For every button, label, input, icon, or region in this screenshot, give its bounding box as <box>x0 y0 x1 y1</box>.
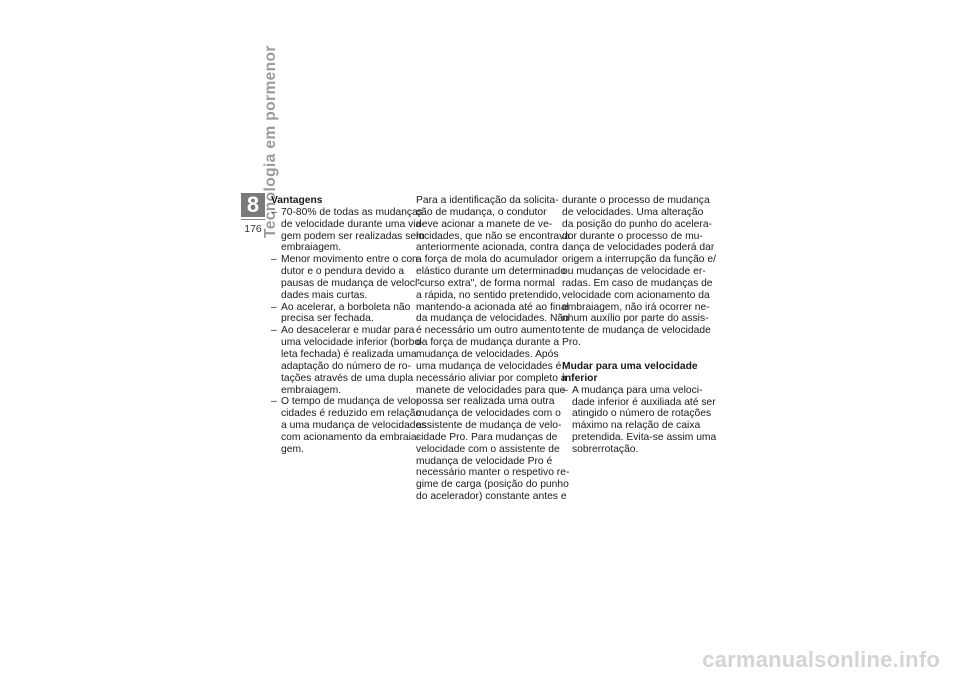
text-line: Para a identificação da solicita- <box>416 195 559 206</box>
text-line: gem podem ser realizadas sem <box>281 230 425 242</box>
text-line: durante o processo de mudança <box>562 195 710 206</box>
advantages-list <box>271 206 427 456</box>
text-line: – O tempo de mudança de velo- <box>281 396 420 408</box>
text-line: dutor e o pendura devido a <box>281 266 405 278</box>
page-number: 176 <box>244 223 262 235</box>
text-line: pretendida. Evita-se assim uma <box>572 432 717 444</box>
text-line: mantendo-a acionada até ao final <box>416 301 569 313</box>
text-line: máximo na relação de caixa <box>572 420 701 432</box>
text-line: origem a interrupção da função e/ <box>562 254 716 266</box>
list-item <box>562 384 717 456</box>
text-line: – Ao acelerar, a borboleta não <box>281 301 411 313</box>
text-line: adaptação do número de ro- <box>281 360 411 372</box>
text-line: gime de carga (posição do punho <box>416 479 569 491</box>
text-line: embraiagem. <box>281 242 342 254</box>
text-line: mudança de velocidade Pro é <box>416 455 553 467</box>
list-item <box>271 206 425 254</box>
chapter-number-badge: 8 <box>241 193 265 217</box>
text-line: tente de mudança de velocidade <box>562 325 711 337</box>
text-line: necessário manter o respetivo re- <box>416 467 570 479</box>
text-line: necessário aliviar por completo a <box>416 372 567 384</box>
text-line: tações através de uma dupla <box>281 372 414 384</box>
text-line: atingido o número de rotações <box>572 408 712 420</box>
text-line: manete de velocidades para que <box>416 384 566 396</box>
text-line: do acelerador) constante antes e <box>416 491 567 503</box>
list-item <box>271 325 424 396</box>
text-line: dança de velocidades poderá dar <box>562 242 715 254</box>
text-line: "curso extra", de forma normal <box>416 277 555 289</box>
text-line: a uma mudança de velocidades <box>281 420 427 432</box>
text-line: dades mais curtas. <box>281 289 368 301</box>
text-line: – Ao desacelerar e mudar para <box>281 325 415 337</box>
heading-line: Mudar para uma velocidade <box>562 360 698 372</box>
text-line: leta fechada) é realizada uma <box>281 348 417 360</box>
list-item <box>271 301 411 326</box>
text-line: precisa ser fechada. <box>281 313 374 325</box>
text-line: deve acionar a manete de ve- <box>416 218 553 230</box>
text-line: velocidade com o assistente de <box>416 443 560 455</box>
text-line: uma velocidade inferior (borbo- <box>281 337 424 349</box>
text-line: cidade Pro. Para mudanças de <box>416 431 558 443</box>
text-line: ção de mudança, o condutor <box>416 206 547 218</box>
text-line: possa ser realizada uma outra <box>416 396 555 408</box>
text-line: da força de mudança durante a <box>416 337 560 349</box>
text-column-1 <box>271 195 427 456</box>
text-line: a força de mola do acumulador <box>416 254 558 266</box>
text-line: cidades é reduzido em relação <box>281 408 422 420</box>
text-column-2 <box>416 195 570 503</box>
text-line: pausas de mudança de veloci- <box>281 277 421 289</box>
text-line: de velocidades. Uma alteração <box>562 206 704 218</box>
text-line: dor durante o processo de mu- <box>562 230 703 242</box>
text-line: sobrerrotação. <box>572 443 639 455</box>
section-heading-vantagens: Vantagens <box>271 195 323 206</box>
chapter-side-title: Tecnologia em pormenor <box>262 45 279 238</box>
text-line: Pro. <box>562 337 581 349</box>
paragraph-gap <box>562 349 700 361</box>
text-line: é necessário um outro aumento <box>416 325 561 337</box>
text-column-3 <box>562 195 717 456</box>
text-line: dade inferior é auxiliada até ser <box>572 396 716 408</box>
list-item <box>271 396 427 455</box>
text-line: anteriormente acionada, contra <box>416 242 559 254</box>
text-line: nhum auxílio por parte do assis- <box>562 313 709 325</box>
downshift-list <box>562 384 717 456</box>
text-line: – A mudança para uma veloci- <box>572 384 703 396</box>
text-line: elástico durante um determinado <box>416 266 566 278</box>
text-line: embraiagem. <box>281 384 342 396</box>
text-line: locidades, que não se encontrava <box>416 230 570 242</box>
text-line: velocidade com acionamento da <box>562 289 710 301</box>
text-line: com acionamento da embraia- <box>281 431 421 443</box>
text-line: ou mudanças de velocidade er- <box>562 266 706 278</box>
text-line: uma mudança de velocidades é <box>416 360 562 372</box>
text-line: gem. <box>281 443 304 455</box>
text-line: – 70-80% de todas as mudanças <box>281 206 423 218</box>
text-line: – Menor movimento entre o con- <box>281 254 422 266</box>
section-heading-downshift <box>562 361 700 385</box>
text-line: radas. Em caso de mudanças de <box>562 277 713 289</box>
text-line: assistente de mudança de velo- <box>416 420 562 432</box>
list-item <box>271 254 422 301</box>
text-line: da posição do punho do acelera- <box>562 218 712 230</box>
text-line: a rápida, no sentido pretendido, <box>416 289 561 301</box>
text-line: mudança de velocidades com o <box>416 408 561 420</box>
site-watermark: carmanualsonline.info <box>702 647 940 672</box>
text-line: mudança de velocidades. Após <box>416 348 559 360</box>
heading-line: inferior <box>562 372 598 384</box>
text-line: embraiagem, não irá ocorrer ne- <box>562 301 710 313</box>
text-line: da mudança de velocidades. Não <box>416 313 569 325</box>
text-line: de velocidade durante uma via- <box>281 218 425 230</box>
